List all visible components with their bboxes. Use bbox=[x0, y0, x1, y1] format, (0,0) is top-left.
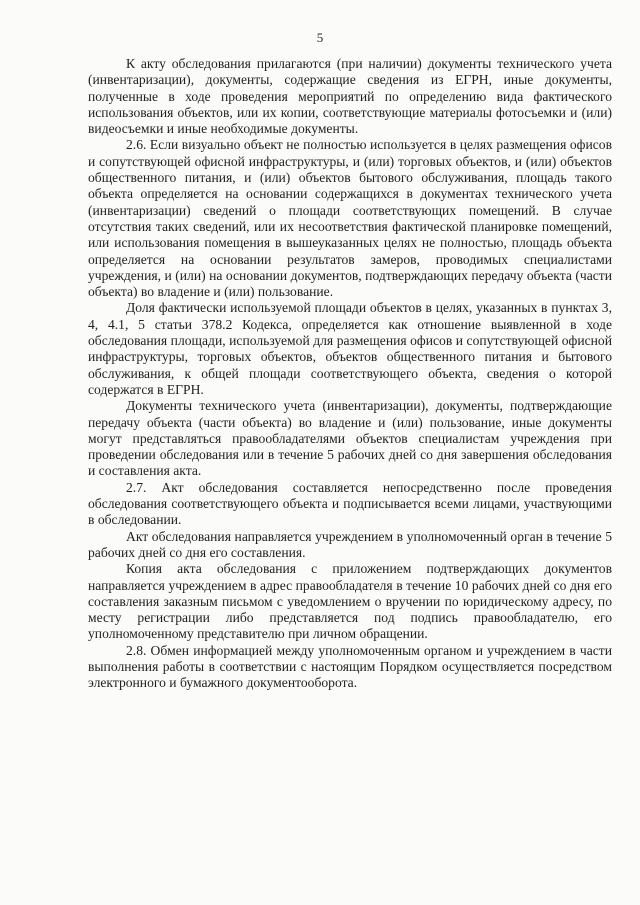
paragraph-attachments: К акту обследования прилагаются (при наличии) документы технического учета (инвентаризации), документы, содержащие сведения из ЕГРН, иные документы, полученные в ходе проведения мероприятий по определению вида фактического использования объектов, или их копии, соответствующие материалы фотосъемки и (или) видеосъемки и иные необходимые документы. bbox=[88, 56, 612, 137]
paragraph-act-copy: Копия акта обследования с приложением подтверждающих документов направляется учреждением в адрес правообладателя в течение 10 рабочих дней со дня его составления заказным письмом с уведомлением о вручении по юридическому адресу, по месту регистрации либо представляется под подпись правообладателю, его уполномоченному представителю при личном обращении. bbox=[88, 561, 612, 642]
paragraph-2-7: 2.7. Акт обследования составляется непосредственно после проведения обследования соответствующего объекта и подписывается всеми лицами, участвующими в обследовании. bbox=[88, 479, 612, 528]
paragraph-2-6: 2.6. Если визуально объект не полностью используется в целях размещения офисов и сопутствующей офисной инфраструктуры, и (или) торговых объектов, и (или) объектов общественного питания, и (или) объектов бытового обслуживания, площадь такого объекта определяется на основании содержащихся в документах технического учета (инвентаризации) сведений о площади соответствующих помещений. В случае отсутствия таких сведений, или их несоответствия фактической планировке помещений, или использования помещения в вышеуказанных целях не полностью, площадь объекта определяется на основании результатов замеров, проводимых специалистами учреждения, и (или) на основании документов, подтверждающих передачу объекта (части объекта) во владение и (или) пользование. bbox=[88, 137, 612, 300]
paragraph-documents-submission: Документы технического учета (инвентаризации), документы, подтверждающие передачу объекта (части объекта) во владение и (или) пользование, иные документы могут представляться правообладателями объектов специалистам учреждения при проведении обследования или в течение 5 рабочих дней со дня завершения обследования и составления акта. bbox=[88, 398, 612, 479]
paragraph-area-share: Доля фактически используемой площади объектов в целях, указанных в пунктах 3, 4, 4.1, 5 статьи 378.2 Кодекса, определяется как отношение выявленной в ходе обследования площади, используемой для размещения офисов и сопутствующей офисной инфраструктуры, торговых объектов, объектов общественного питания и бытового обслуживания, к общей площади соответствующего объекта, сведения о которой содержатся в ЕГРН. bbox=[88, 300, 612, 397]
document-body bbox=[88, 56, 612, 692]
paragraph-act-sending: Акт обследования направляется учреждением в уполномоченный орган в течение 5 рабочих дней со дня его составления. bbox=[88, 528, 612, 560]
paragraph-2-8: 2.8. Обмен информацией между уполномоченным органом и учреждением в части выполнения работы в соответствии с настоящим Порядком осуществляется посредством электронного и бумажного документооборота. bbox=[88, 642, 612, 691]
page-number: 5 bbox=[316, 30, 324, 45]
